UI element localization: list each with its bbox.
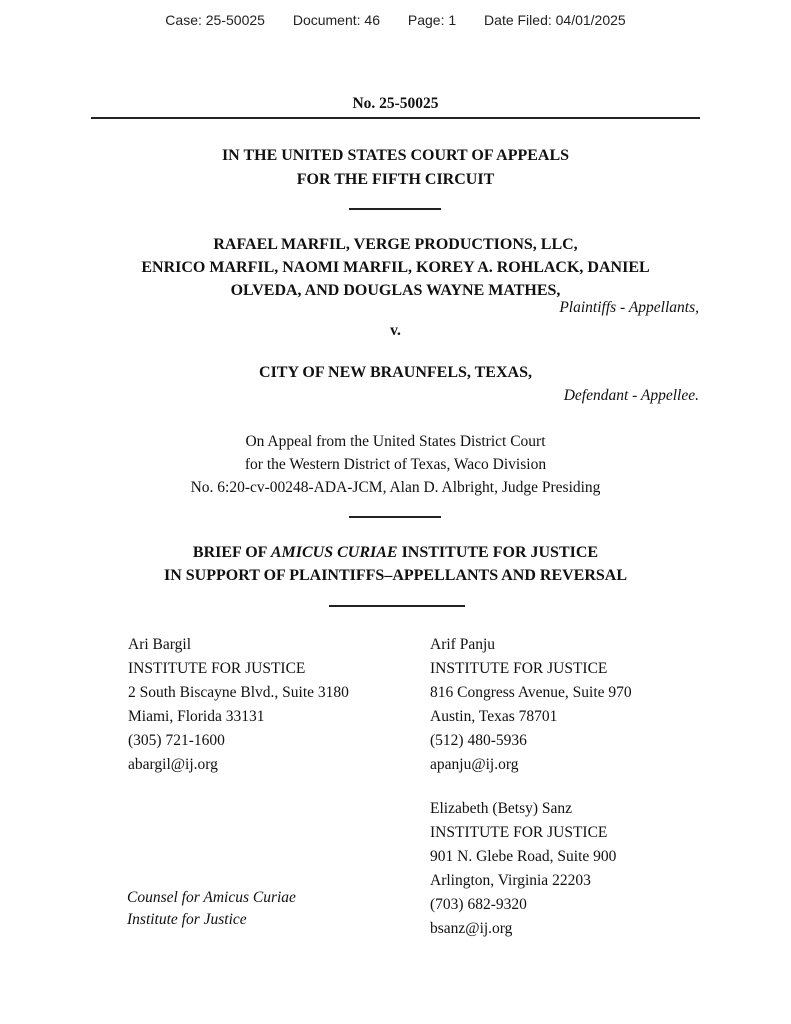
divider-3 (329, 605, 465, 607)
top-rule (91, 117, 700, 119)
divider-2 (349, 516, 441, 518)
defendant-name: CITY OF NEW BRAUNFELS, TEXAS, (259, 364, 532, 381)
brief-title-amicus: AMICUS CURIAE (270, 544, 398, 561)
plaintiffs-line-2: ENRICO MARFIL, NAOMI MARFIL, KOREY A. ROHLACK, DANIEL (141, 259, 650, 276)
filing-page: Page: 1 (407, 12, 457, 28)
counsel-name: Elizabeth (Betsy) Sanz (430, 800, 573, 817)
filing-document: Document: 46 (292, 12, 380, 28)
counsel-address-2: Austin, Texas 78701 (430, 708, 558, 725)
counsel-address-1: 2 South Biscayne Blvd., Suite 3180 (128, 684, 349, 701)
counsel-email: bsanz@ij.org (430, 920, 513, 937)
counsel-org: INSTITUTE FOR JUSTICE (430, 660, 608, 677)
plaintiffs-line-3: OLVEDA, AND DOUGLAS WAYNE MATHES, (230, 282, 561, 299)
brief-title-line-2: IN SUPPORT OF PLAINTIFFS–APPELLANTS AND REVERSAL (163, 567, 628, 584)
defendant-role: Defendant - Appellee. (563, 387, 699, 404)
counsel-for-line-2: Institute for Justice (127, 911, 247, 928)
plaintiffs-line-1: RAFAEL MARFIL, VERGE PRODUCTIONS, LLC, (213, 236, 578, 253)
counsel-name: Arif Panju (430, 636, 496, 653)
versus: v. (390, 322, 401, 339)
brief-title (0, 541, 791, 587)
appeal-line-2: for the Western District of Texas, Waco Division (244, 456, 547, 473)
counsel-address-2: Arlington, Virginia 22203 (430, 872, 591, 889)
counsel-phone: (512) 480-5936 (430, 732, 527, 749)
counsel-address-1: 901 N. Glebe Road, Suite 900 (430, 848, 617, 865)
counsel-name: Ari Bargil (128, 636, 191, 653)
court-line-1: IN THE UNITED STATES COURT OF APPEALS (221, 147, 570, 164)
plaintiffs-role: Plaintiffs - Appellants, (559, 299, 699, 316)
brief-title-prefix: BRIEF OF (192, 544, 271, 561)
counsel-block-sanz (430, 797, 616, 941)
brief-title-line-1 (0, 541, 791, 564)
counsel-address-1: 816 Congress Avenue, Suite 970 (430, 684, 632, 701)
counsel-org: INSTITUTE FOR JUSTICE (128, 660, 306, 677)
appeal-line-1: On Appeal from the United States District Court (245, 433, 546, 450)
counsel-for-line-1: Counsel for Amicus Curiae (127, 889, 296, 906)
case-number: No. 25-50025 (352, 95, 439, 112)
filing-case: Case: 25-50025 (165, 12, 265, 28)
appeal-line-3: No. 6:20-cv-00248-ADA-JCM, Alan D. Albright, Judge Presiding (190, 479, 601, 496)
plaintiffs (0, 233, 791, 302)
counsel-for (127, 887, 296, 931)
filing-date: Date Filed: 04/01/2025 (484, 12, 626, 28)
counsel-org: INSTITUTE FOR JUSTICE (430, 824, 608, 841)
counsel-phone: (703) 682-9320 (430, 896, 527, 913)
counsel-phone: (305) 721-1600 (128, 732, 225, 749)
counsel-block-bargil (128, 633, 349, 777)
counsel-email: abargil@ij.org (128, 756, 218, 773)
appeal-info (0, 430, 791, 499)
filing-header (0, 12, 791, 28)
court-line-2: FOR THE FIFTH CIRCUIT (296, 171, 495, 188)
counsel-email: apanju@ij.org (430, 756, 519, 773)
divider-1 (349, 208, 441, 210)
brief-title-suffix: INSTITUTE FOR JUSTICE (397, 544, 599, 561)
counsel-address-2: Miami, Florida 33131 (128, 708, 265, 725)
counsel-block-panju (430, 633, 632, 777)
court-name (0, 144, 791, 192)
